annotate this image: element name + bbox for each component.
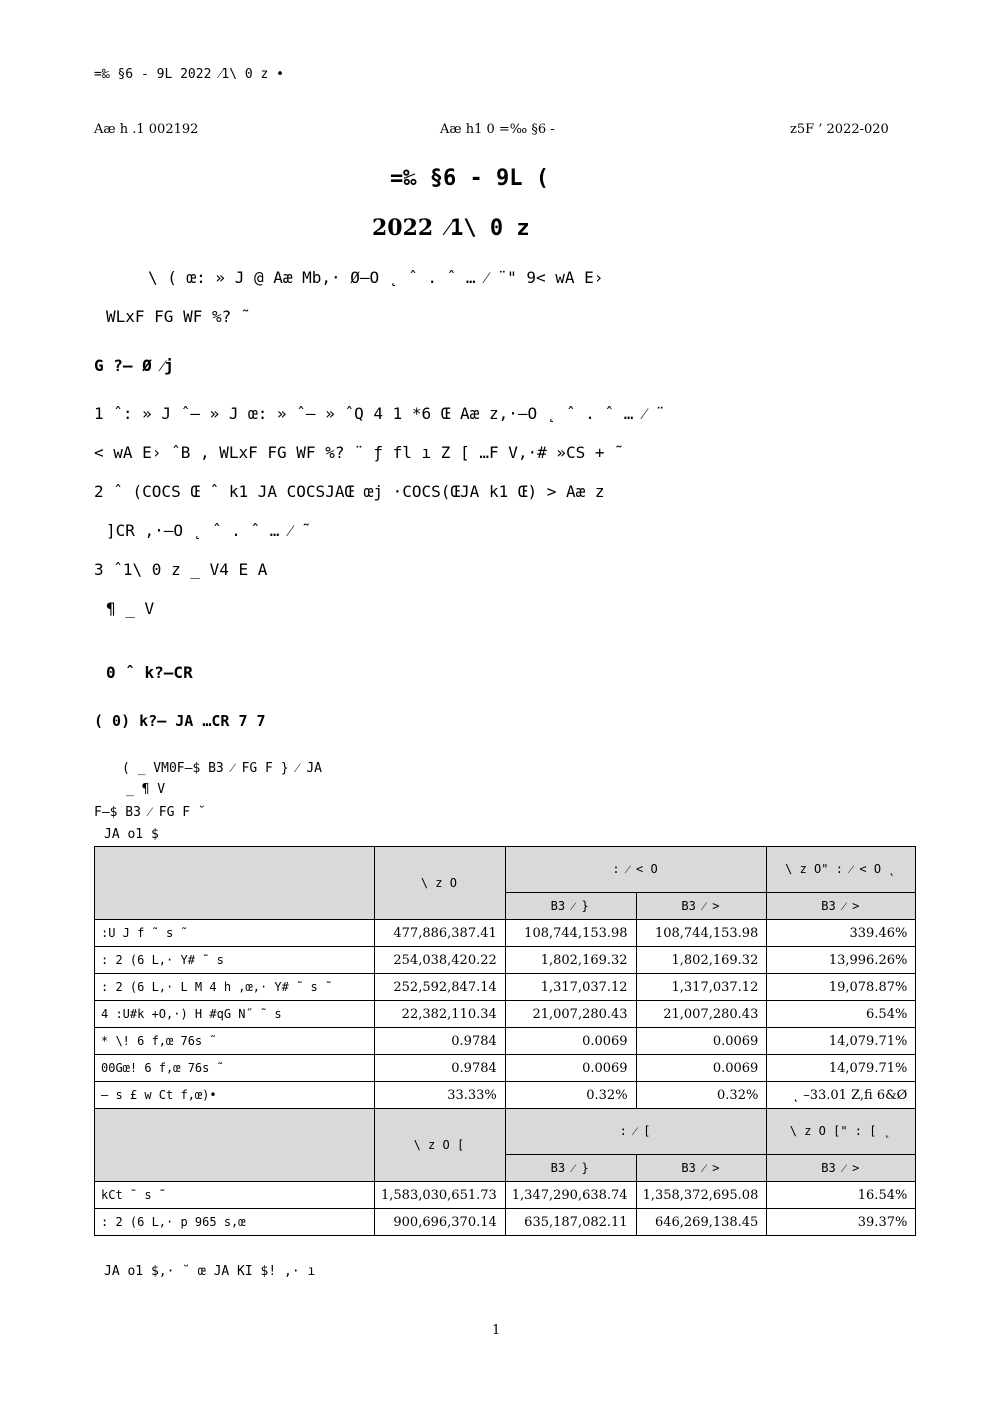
cell-change: 14,079.71% [767, 1055, 916, 1082]
cell-prior-b: 0.0069 [636, 1028, 767, 1055]
table-header-row [95, 1109, 916, 1155]
header-top-line: =‰ §6 - 9L 2022 ⁄1\ 0 z • [94, 67, 285, 82]
row-label: : 2 (6 L,· p 965 s,œ [95, 1209, 375, 1236]
cell-current: 0.9784 [375, 1028, 506, 1055]
subheader-prior-a: B3 ⁄ } [505, 1155, 636, 1182]
row-label: – s £ w Ct f,œ)• [95, 1082, 375, 1109]
title-year: 2022 [372, 215, 434, 241]
table-row [95, 947, 916, 974]
cell-prior-a: 1,802,169.32 [505, 947, 636, 974]
cell-change: 39.37% [767, 1209, 916, 1236]
header-change: \ z O" : ⁄ < O ˛ [767, 847, 916, 893]
cell-current: 900,696,370.14 [375, 1209, 506, 1236]
header-current-period: \ z O [375, 847, 506, 920]
cell-change: ˛ –33.01 Z,fi 6&Ø [767, 1082, 916, 1109]
cell-current: 0.9784 [375, 1055, 506, 1082]
subheader-change: B3 ⁄ > [767, 1155, 916, 1182]
cell-prior-b: 1,802,169.32 [636, 947, 767, 974]
item1-line2: < wA E› ˆB , WLxF FG WF %? ¨ ƒ fl ı Z [ …F V,·# »CS + ˜ [94, 443, 624, 462]
section2-heading: 0 ˆ k?–CR [106, 663, 193, 682]
cell-change: 13,996.26% [767, 947, 916, 974]
unit-label: JA o1 $ [104, 827, 159, 842]
document-title-line2 [372, 215, 530, 241]
cell-prior-b: 108,744,153.98 [636, 920, 767, 947]
cell-prior-a: 1,317,037.12 [505, 974, 636, 1001]
table-row [95, 1209, 916, 1236]
cell-prior-b: 21,007,280.43 [636, 1001, 767, 1028]
cell-prior-a: 108,744,153.98 [505, 920, 636, 947]
row-label: :U J f ˜ s ˜ [95, 920, 375, 947]
table-row [95, 1001, 916, 1028]
cell-prior-a: 21,007,280.43 [505, 1001, 636, 1028]
cell-prior-b: 1,317,037.12 [636, 974, 767, 1001]
cell-change: 19,078.87% [767, 974, 916, 1001]
header-label-cell [95, 847, 375, 920]
section1-heading: G ?– Ø ⁄j [94, 356, 174, 375]
cell-change: 339.46% [767, 920, 916, 947]
notice-number: z5F ’ 2022-020 [790, 122, 889, 137]
section2-subheading: ( 0) k?– JA …CR 7 7 [94, 712, 266, 730]
page-number: 1 [492, 1323, 501, 1338]
financial-data-table [94, 846, 916, 1236]
cell-change: 6.54% [767, 1001, 916, 1028]
header-change: \ z O [" : [ ˛ [767, 1109, 916, 1155]
table-row [95, 1082, 916, 1109]
note-line3: F–$ B3 ⁄ FG F ˘ [94, 805, 206, 820]
table-row [95, 920, 916, 947]
row-label: : 2 (6 L,· Y# ˜ s [95, 947, 375, 974]
cell-prior-b: 646,269,138.45 [636, 1209, 767, 1236]
header-prior-period: : ⁄ [ [505, 1109, 767, 1155]
cell-prior-b: 0.0069 [636, 1055, 767, 1082]
cell-prior-b: 1,358,372,695.08 [636, 1182, 767, 1209]
intro-line2: WLxF FG WF %? ˜ [106, 307, 251, 326]
table-row [95, 1055, 916, 1082]
cell-change: 16.54% [767, 1182, 916, 1209]
item1-line1: 1 ˆ: » J ˆ– » J œ: » ˆ– » ˆQ 4 1 *6 Œ Aæ z,·–O ˛ ˆ . ˆ … ⁄ ¨ [94, 404, 666, 423]
cell-current: 252,592,847.14 [375, 974, 506, 1001]
title-rest: ⁄1\ 0 z [433, 216, 530, 241]
item2-line1: 2 ˆ (COCS Œ ˆ k1 JA COCSJAŒ œj ·COCS(ŒJA k1 Œ) > Aæ z [94, 482, 605, 501]
row-label: 00Gœ! 6 f,œ 76s ˜ [95, 1055, 375, 1082]
note-line1: ( _ VM0F–$ B3 ⁄ FG F } ⁄ JA [122, 761, 323, 776]
subheader-prior-b: B3 ⁄ > [636, 1155, 767, 1182]
item2-line2: ]CR ,·–O ˛ ˆ . ˆ … ⁄ ˜ [106, 521, 311, 540]
cell-prior-a: 635,187,082.11 [505, 1209, 636, 1236]
cell-prior-b: 0.32% [636, 1082, 767, 1109]
subheader-prior-a: B3 ⁄ } [505, 893, 636, 920]
cell-prior-a: 0.0069 [505, 1055, 636, 1082]
table-row [95, 1028, 916, 1055]
subheader-change: B3 ⁄ > [767, 893, 916, 920]
cell-current: 33.33% [375, 1082, 506, 1109]
document-title-line1: =‰ §6 - 9L ( [390, 166, 549, 191]
cell-prior-a: 1,347,290,638.74 [505, 1182, 636, 1209]
intro-line1: \ ( œ: » J @ Aæ Mb,· Ø–O ˛ ˆ . ˆ … ⁄ ¨" 9< wA E› [148, 268, 604, 287]
header-label-cell [95, 1109, 375, 1182]
subheader-prior-b: B3 ⁄ > [636, 893, 767, 920]
cell-current: 477,886,387.41 [375, 920, 506, 947]
stock-abbreviation: Aæ h1 0 =‰ §6 - [440, 122, 555, 137]
table-header-row [95, 847, 916, 893]
stock-code: Aæ h .1 002192 [94, 122, 199, 137]
header-prior-period: : ⁄ < O [505, 847, 767, 893]
cell-prior-a: 0.32% [505, 1082, 636, 1109]
row-label: kCt ˜ s ˜ [95, 1182, 375, 1209]
table-row [95, 1182, 916, 1209]
cell-current: 22,382,110.34 [375, 1001, 506, 1028]
row-label: 4 :U#k +O,·) H #qG N˝ ˜ s [95, 1001, 375, 1028]
row-label: * \! 6 f,œ 76s ˜ [95, 1028, 375, 1055]
row-label: : 2 (6 L,· L M 4 h ,œ,· Y# ˜ s ˜ [95, 974, 375, 1001]
header-current-period: \ z O [ [375, 1109, 506, 1182]
item3-line2: ¶ _ V [106, 599, 155, 618]
item3-line1: 3 ˆ1\ 0 z _ V4 E A [94, 560, 268, 579]
footer-note: JA o1 $,· ˘ œ JA KI $! ,· ı [104, 1264, 316, 1279]
cell-current: 1,583,030,651.73 [375, 1182, 506, 1209]
cell-current: 254,038,420.22 [375, 947, 506, 974]
table-row [95, 974, 916, 1001]
note-line2: _ ¶ V [126, 782, 166, 797]
cell-change: 14,079.71% [767, 1028, 916, 1055]
cell-prior-a: 0.0069 [505, 1028, 636, 1055]
